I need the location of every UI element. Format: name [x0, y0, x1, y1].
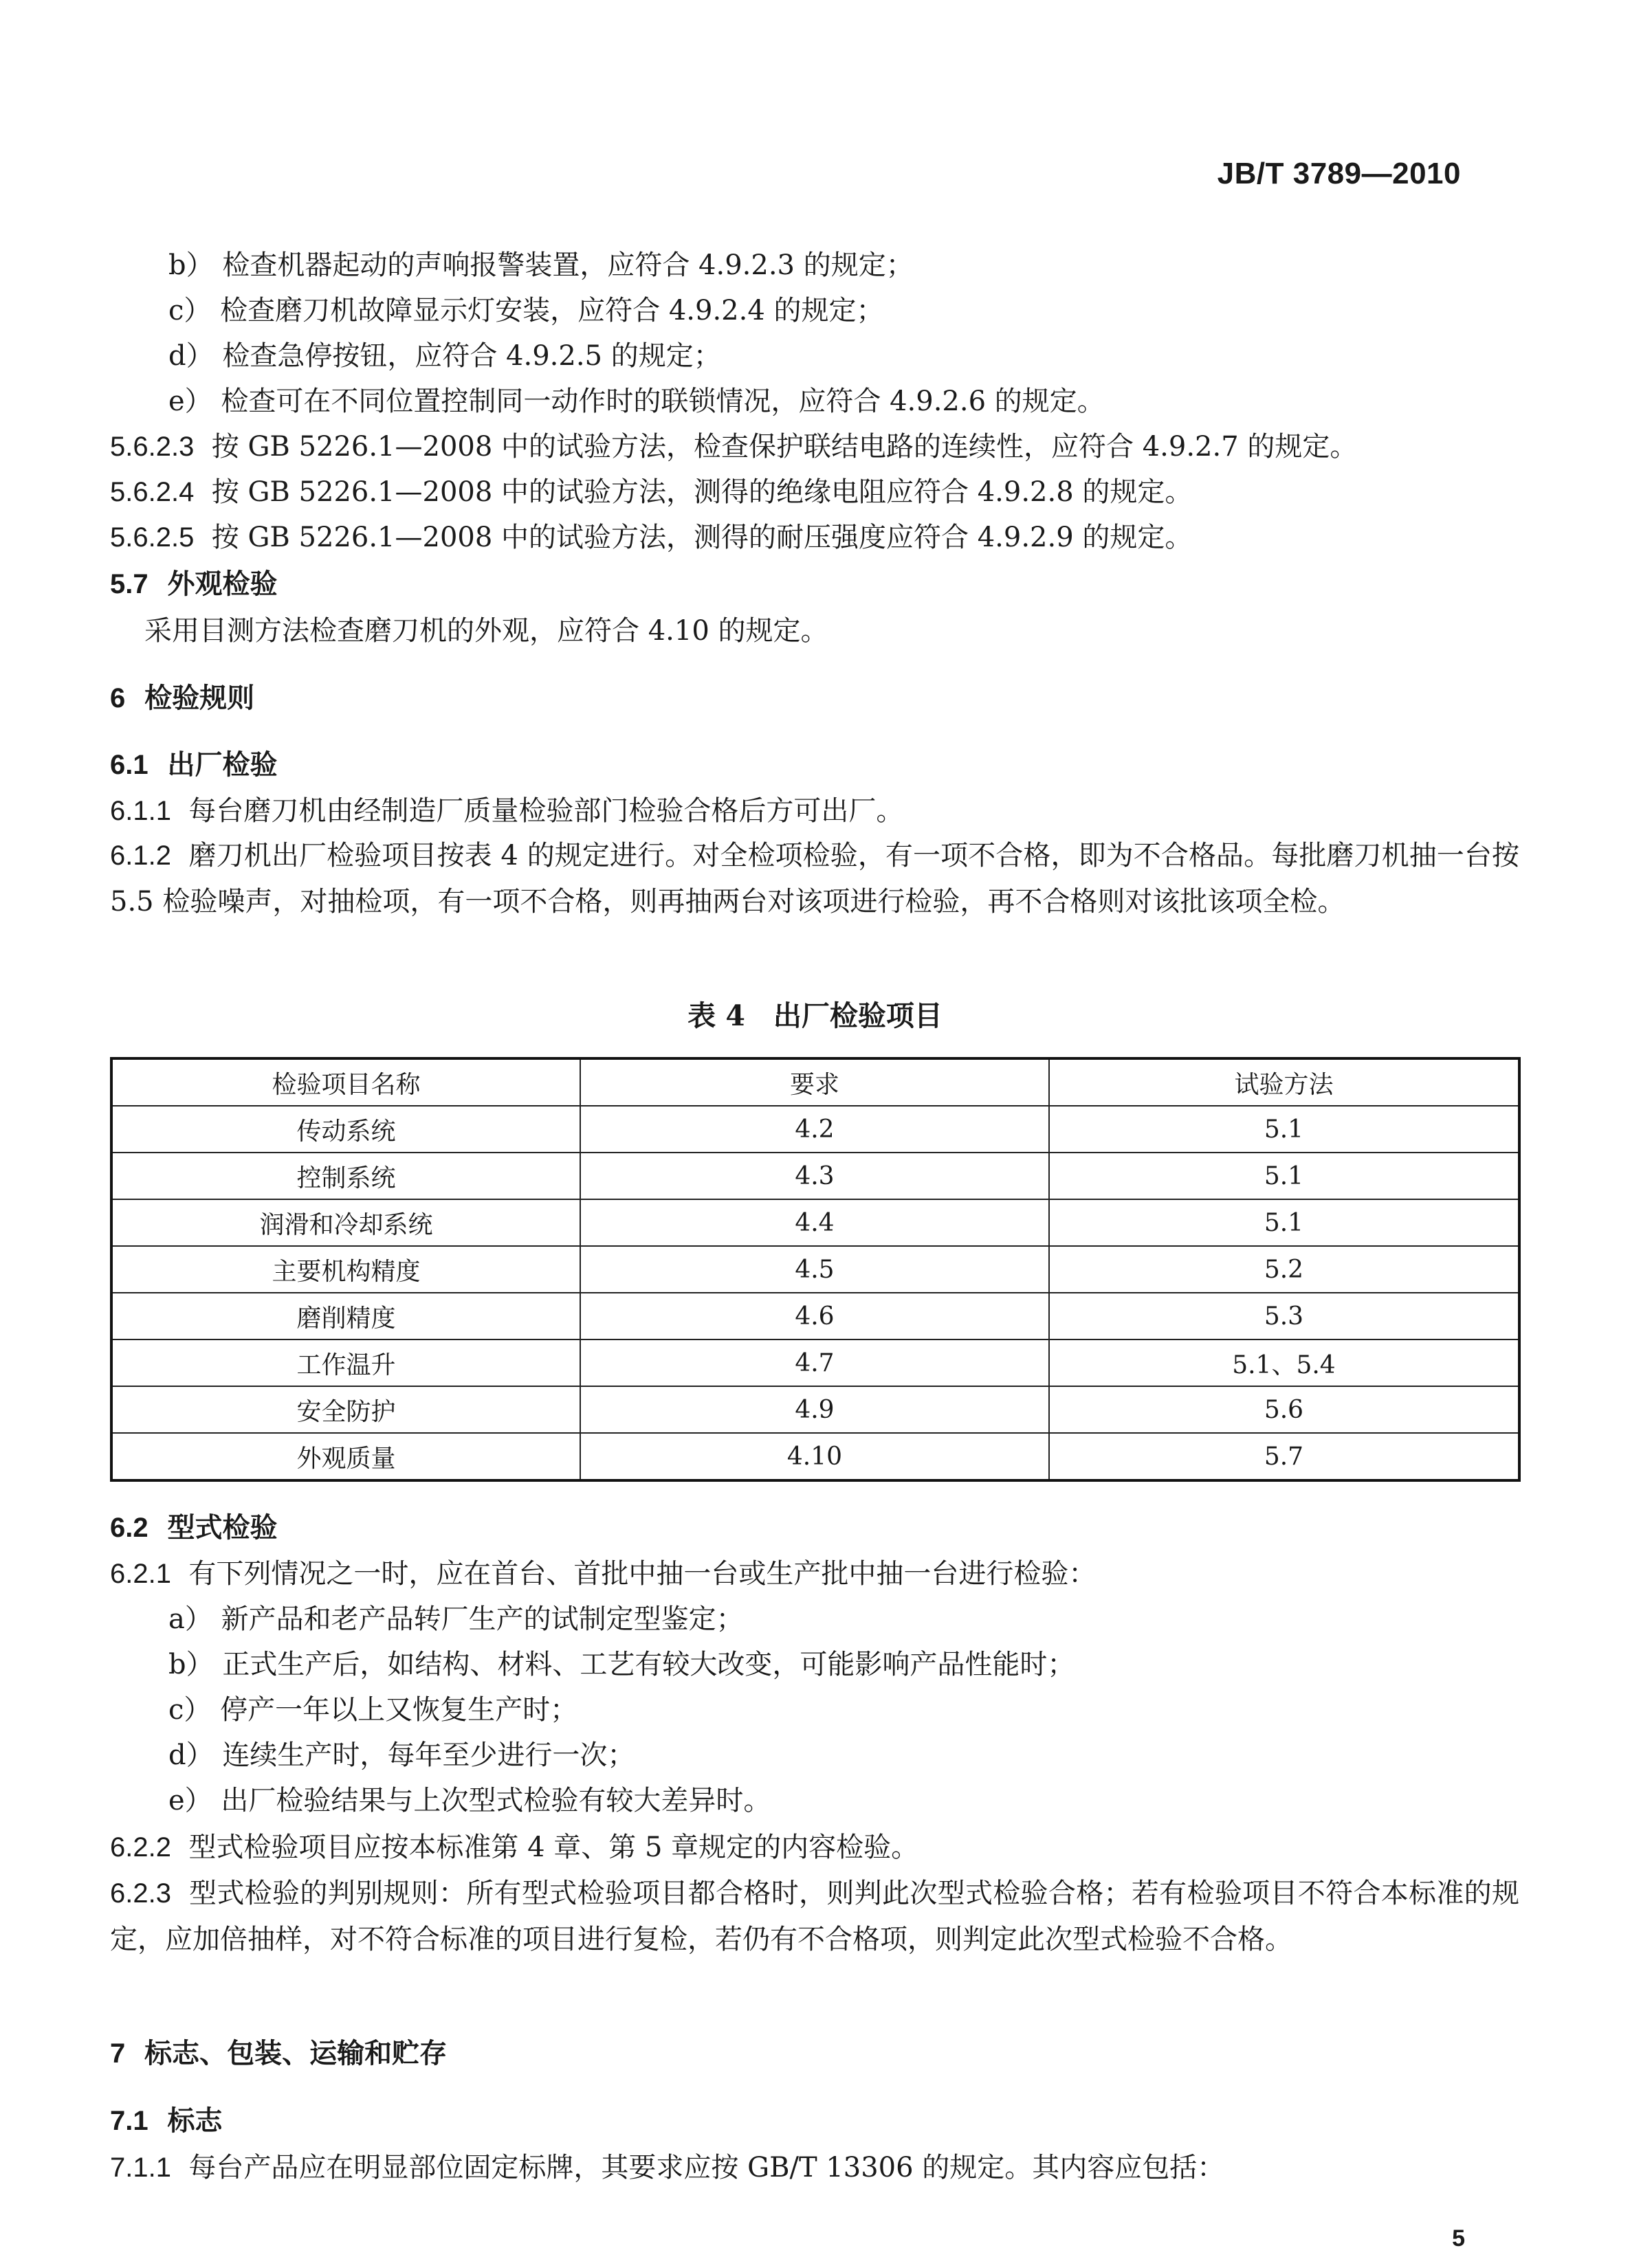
item-text: 检查可在不同位置控制同一动作时的联锁情况，应符合 4.9.2.6 的规定。 [221, 386, 1105, 417]
clause-text: 每台磨刀机由经制造厂质量检验部门检验合格后方可出厂。 [188, 795, 904, 827]
table-row [111, 1433, 1519, 1480]
clause-number: 5.6.2.3 [110, 432, 195, 462]
table-row [111, 1153, 1519, 1199]
section-number: 6.2 [110, 1513, 148, 1543]
clause-number: 6.2.1 [110, 1559, 171, 1589]
table-cell: 主要机构精度 [111, 1246, 580, 1293]
list-item [168, 246, 1543, 285]
list-item [168, 1781, 1543, 1820]
table-header-row [111, 1058, 1519, 1106]
table-cell: 5.6 [1049, 1386, 1519, 1433]
clause-number: 5.6.2.5 [110, 522, 195, 553]
table-cell: 4.4 [580, 1199, 1049, 1246]
item-text: 检查机器起动的声响报警装置，应符合 4.9.2.3 的规定； [222, 249, 914, 281]
section-title: 标志 [167, 2104, 223, 2137]
section-title: 外观检验 [167, 568, 278, 600]
item-mark: d） [168, 1739, 214, 1771]
table-row [111, 1386, 1519, 1433]
clause-5-6-2-3 [110, 427, 1485, 466]
clause-text: 按 GB 5226.1—2008 中的试验方法，测得的绝缘电阻应符合 4.9.2.8 的规定。 [211, 476, 1193, 508]
clause-number: 6.2.2 [110, 1832, 171, 1863]
item-text: 新产品和老产品转厂生产的试制定型鉴定； [221, 1603, 744, 1635]
list-item [168, 337, 1543, 375]
item-mark: c） [168, 1694, 212, 1726]
clause-number: 7.1.1 [110, 2153, 171, 2183]
section-title: 出厂检验 [167, 748, 278, 781]
column-header: 要求 [580, 1058, 1049, 1106]
table-row [111, 1246, 1519, 1293]
column-header: 检验项目名称 [111, 1058, 580, 1106]
table-cell: 5.1 [1049, 1199, 1519, 1246]
clause-6-1-1 [110, 792, 1485, 830]
table-4-caption: 表 4 出厂检验项目 [687, 999, 943, 1032]
section-number: 5.7 [110, 569, 148, 599]
section-6-1-heading [110, 746, 1485, 784]
chapter-title: 标志、包装、运输和贮存 [144, 2037, 448, 2069]
item-mark: a） [168, 1603, 212, 1635]
item-text: 连续生产时，每年至少进行一次； [222, 1739, 635, 1771]
table-row [111, 1293, 1519, 1339]
table-cell: 传动系统 [111, 1106, 580, 1153]
section-title: 型式检验 [167, 1511, 278, 1544]
table-cell: 4.9 [580, 1386, 1049, 1433]
list-item [168, 1645, 1543, 1684]
chapter-number: 6 [110, 683, 126, 713]
item-text: 检查磨刀机故障显示灯安装，应符合 4.9.2.4 的规定； [220, 295, 884, 326]
item-mark: c） [168, 295, 212, 326]
item-mark: e） [168, 1785, 212, 1816]
item-mark: b） [168, 249, 214, 281]
column-header: 试验方法 [1049, 1058, 1519, 1106]
item-text: 正式生产后，如结构、材料、工艺有较大改变，可能影响产品性能时； [222, 1649, 1075, 1680]
table-cell: 4.6 [580, 1293, 1049, 1339]
section-7-1-heading [110, 2102, 1485, 2140]
section-5-7-text: 采用目测方法检查磨刀机的外观，应符合 4.10 的规定。 [144, 615, 828, 647]
clause-text: 每台产品应在明显部位固定标牌，其要求应按 GB/T 13306 的规定。其内容应包括： [188, 2152, 1225, 2183]
clause-6-2-2 [110, 1828, 1485, 1867]
clause-number: 6.2.3 [110, 1878, 171, 1909]
list-item [168, 291, 1543, 330]
table-cell: 润滑和冷却系统 [111, 1199, 580, 1246]
table-cell: 5.3 [1049, 1293, 1519, 1339]
item-text: 停产一年以上又恢复生产时； [220, 1694, 578, 1726]
standard-code-header: JB/T 3789—2010 [1217, 157, 1461, 190]
clause-text: 按 GB 5226.1—2008 中的试验方法，检查保护联结电路的连续性，应符合 4.9.2.7 的规定。 [211, 431, 1358, 463]
clause-text: 磨刀机出厂检验项目按表 4 的规定进行。对全检项检验，有一项不合格，即为不合格品。每批磨刀机抽一台按 5.5 检验噪声，对抽检项，有一项不合格，则再抽两台对该项进行检验，再不合格则对该批该项全检。 [110, 840, 1519, 918]
item-mark: e） [168, 386, 212, 417]
clause-text: 按 GB 5226.1—2008 中的试验方法，测得的耐压强度应符合 4.9.2.9 的规定。 [211, 522, 1193, 553]
table-cell: 4.10 [580, 1433, 1049, 1480]
list-item [168, 1736, 1543, 1775]
table-cell: 5.1 [1049, 1106, 1519, 1153]
item-text: 检查急停按钮，应符合 4.9.2.5 的规定； [222, 340, 721, 372]
table-cell: 4.5 [580, 1246, 1049, 1293]
table-4 [110, 1057, 1521, 1482]
table-row [111, 1339, 1519, 1386]
table-cell: 5.1、5.4 [1049, 1339, 1519, 1386]
section-number: 6.1 [110, 750, 148, 780]
clause-text: 型式检验的判别规则：所有型式检验项目都合格时，则判此次型式检验合格；若有检验项目不符合本标准的规定，应加倍抽样，对不符合标准的项目进行复检，若仍有不合格项，则判定此次型式检验不合格。 [110, 1878, 1520, 1955]
section-5-7-heading [110, 565, 1485, 603]
table-row [111, 1106, 1519, 1153]
clause-number: 6.1.1 [110, 796, 171, 826]
clause-number: 5.6.2.4 [110, 477, 195, 507]
chapter-6-heading [110, 679, 1485, 718]
list-item [168, 1600, 1543, 1638]
table-cell: 外观质量 [111, 1433, 580, 1480]
table-cell: 5.7 [1049, 1433, 1519, 1480]
list-item [168, 382, 1543, 421]
clause-6-1-2 [110, 833, 1519, 925]
table-cell: 4.2 [580, 1106, 1049, 1153]
clause-5-6-2-5 [110, 518, 1485, 557]
table-cell: 5.2 [1049, 1246, 1519, 1293]
table-cell: 工作温升 [111, 1339, 580, 1386]
section-6-2-heading [110, 1509, 1485, 1547]
table-row [111, 1199, 1519, 1246]
list-item [168, 1691, 1543, 1729]
page-number: 5 [1452, 2225, 1465, 2252]
table-cell: 控制系统 [111, 1153, 580, 1199]
item-text: 出厂检验结果与上次型式检验有较大差异时。 [221, 1785, 771, 1816]
chapter-7-heading [110, 2034, 1485, 2073]
table-cell: 4.3 [580, 1153, 1049, 1199]
table-cell: 安全防护 [111, 1386, 580, 1433]
clause-6-2-1 [110, 1555, 1485, 1593]
table-cell: 磨削精度 [111, 1293, 580, 1339]
clause-text: 型式检验项目应按本标准第 4 章、第 5 章规定的内容检验。 [188, 1832, 919, 1863]
table-cell: 4.7 [580, 1339, 1049, 1386]
section-number: 7.1 [110, 2106, 148, 2136]
clause-text: 有下列情况之一时，应在首台、首批中抽一台或生产批中抽一台进行检验： [188, 1558, 1097, 1590]
table-cell: 5.1 [1049, 1153, 1519, 1199]
item-mark: d） [168, 340, 214, 372]
item-mark: b） [168, 1649, 214, 1680]
chapter-number: 7 [110, 2038, 126, 2069]
clause-7-1-1 [110, 2148, 1485, 2187]
chapter-title: 检验规则 [144, 682, 255, 714]
clause-6-2-3 [110, 1871, 1519, 1963]
clause-number: 6.1.2 [110, 841, 171, 871]
clause-5-6-2-4 [110, 473, 1485, 511]
